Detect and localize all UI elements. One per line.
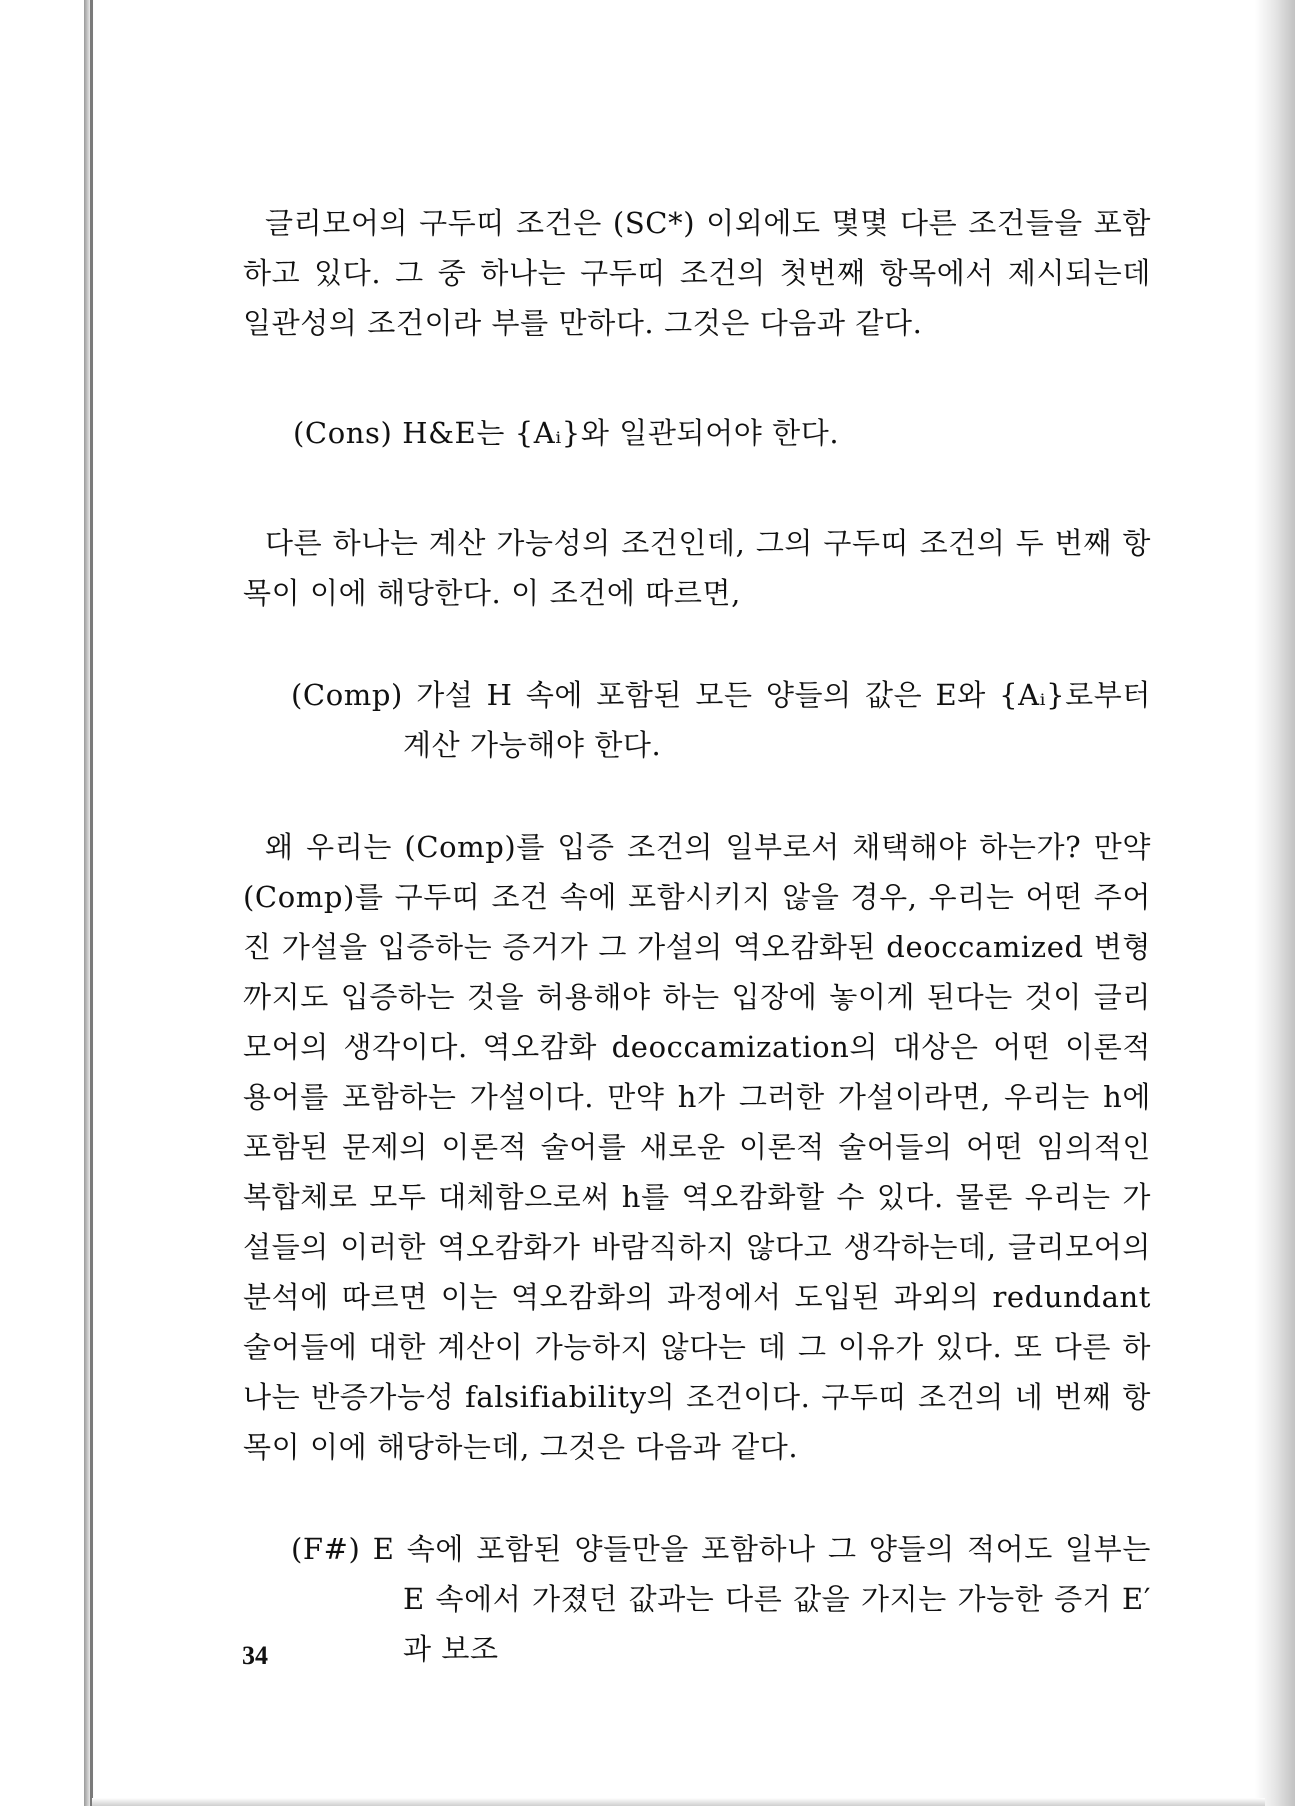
paragraph-2: 다른 하나는 계산 가능성의 조건인데, 그의 구두띠 조건의 두 번째 항목이 이에 해당한다. 이 조건에 따르면, — [243, 526, 1151, 610]
page-body — [243, 198, 1151, 1674]
page-edge-line — [90, 0, 93, 1806]
page-edge-right-shadow — [1255, 0, 1295, 1806]
paragraph-1: 글리모어의 구두띠 조건은 (SC*) 이외에도 몇몇 다른 조건들을 포함하고 있다. 그 중 하나는 구두띠 조건의 첫번째 항목에서 제시되는데 일관성의 조건이라 부를 만하다. 그것은 다음과 같다. — [243, 206, 1151, 340]
condition-cons: (Cons) H&E는 {Aᵢ}와 일관되어야 한다. — [293, 416, 840, 450]
page-edge-bottom-shadow — [92, 1798, 1265, 1806]
condition-f: (F#) E 속에 포함된 양들만을 포함하나 그 양들의 적어도 일부는 E 속에서 가졌던 값과는 다른 값을 가지는 가능한 증거 E′과 보조 — [291, 1532, 1151, 1666]
condition-comp: (Comp) 가설 H 속에 포함된 모든 양들의 값은 E와 {Aᵢ}로부터 계산 가능해야 한다. — [291, 678, 1151, 762]
paragraph-3: 왜 우리는 (Comp)를 입증 조건의 일부로서 채택해야 하는가? 만약 (Comp)를 구두띠 조건 속에 포함시키지 않을 경우, 우리는 어떤 주어진 가설을 입증하는 증거가 그 가설의 역오캄화된 deoccamized 변형까지도 입증하는 것을 허용해야 하는 입장에 놓이게 된다는 것이 글리모어의 생각이다. 역오캄화 deoccamization의 대상은 어떤 이론적 용어를 포함하는 가설이다. 만약 h가 그러한 가설이라면, 우리는 h에 포함된 문제의 이론적 술어를 새로운 이론적 술어들의 어떤 임의적인 복합체로 모두 대체함으로써 h를 역오캄화할 수 있다. 물론 우리는 가설들의 이러한 역오캄화가 바람직하지 않다고 생각하는데, 글리모어의 분석에 따르면 이는 역오캄화의 과정에서 도입된 과외의 redundant 술어들에 대한 계산이 가능하지 않다는 데 그 이유가 있다. 또 다른 하나는 반증가능성 falsifiability의 조건이다. 구두띠 조건의 네 번째 항목이 이에 해당하는데, 그것은 다음과 같다. — [243, 830, 1151, 1464]
page-number: 34 — [242, 1641, 268, 1670]
